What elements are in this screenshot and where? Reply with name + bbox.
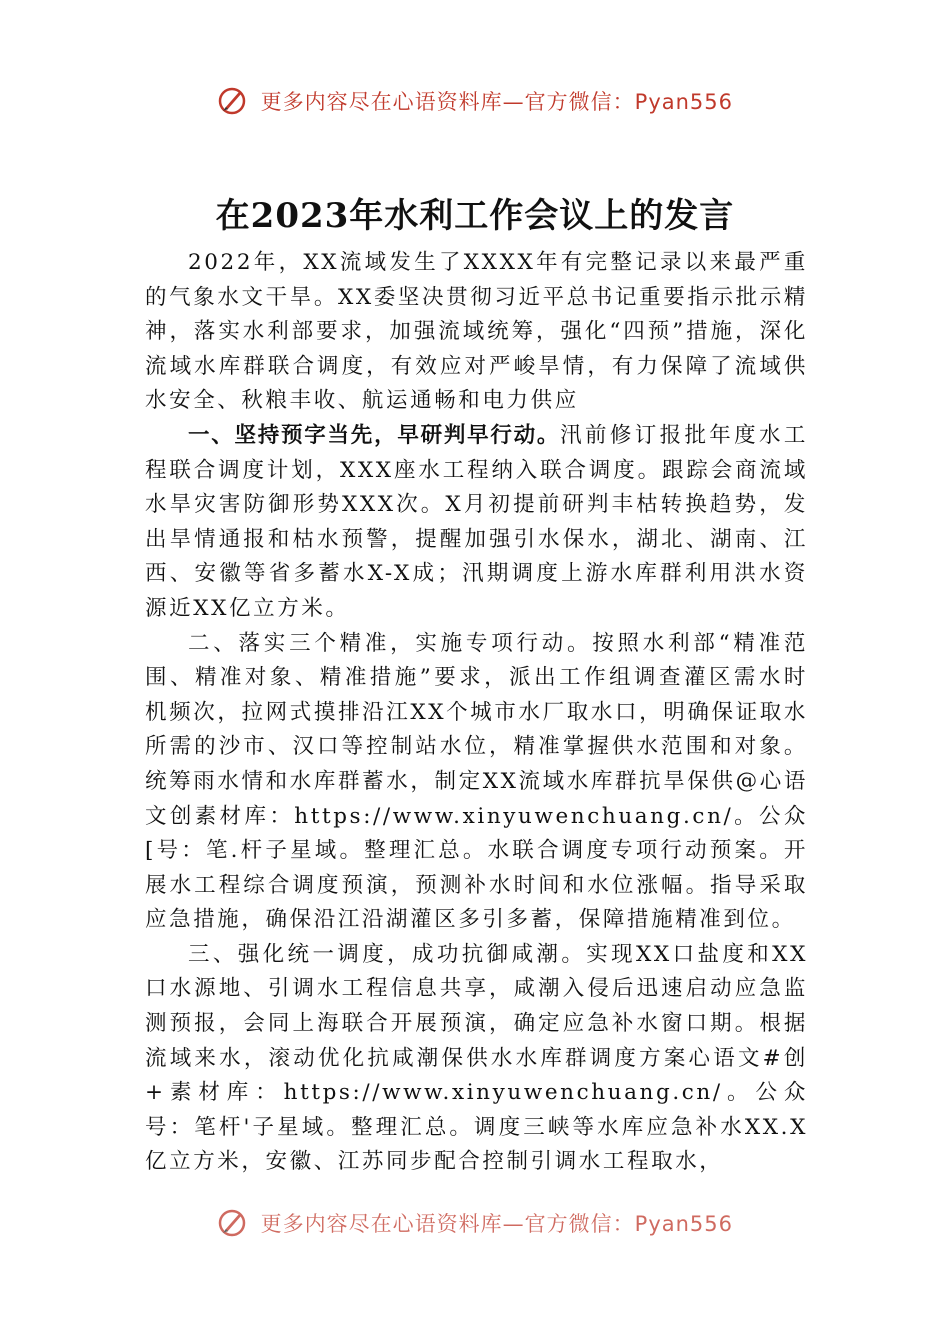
document-title: 在2023年水利工作会议上的发言 [215,196,735,236]
paragraph-section-1 [145,419,808,627]
watermark-top [0,86,950,116]
pen-logo-icon [217,1208,247,1238]
watermark-bottom [0,1208,950,1238]
paragraph-section-2 [145,627,808,938]
paragraph-intro [145,246,808,419]
paragraph-text: 二、落实三个精准，实施专项行动。按照水利部“精准范围、精准对象、精准措施”要求，派出工作组调查灌区需水时机频次，拉网式摸排沿江XX个城市水厂取水口，明确保证取水所需的沙市、汉口等控制站水位，精准掌握供水范围和对象。统筹雨水情和水库群蓄水，制定XX流域水库群抗旱保供@心语文创素材库：https://www.xinyuwenchuang.cn/。公众[号：笔.杆子星域。整理汇总。水联合调度专项行动预案。开展水工程综合调度预演，预测补水时间和水位涨幅。指导采取应急措施，确保沿江沿湖灌区多引多蓄，保障措施精准到位。 [145,630,808,933]
paragraph-text: 2022年，XX流域发生了XXXX年有完整记录以来最严重的气象水文干旱。XX委坚决贯彻习近平总书记重要指示批示精神，落实水利部要求，加强流域统筹，强化“四预”措施，深化流域水库群联合调度，有效应对严峻旱情，有力保障了流域供水安全、秋粮丰收、航运通畅和电力供应 [145,250,808,414]
watermark-text: 更多内容尽在心语资料库—官方微信：Pyan556 [260,90,734,114]
paragraph-section-3 [145,938,808,1180]
pen-logo-icon [217,86,247,116]
paragraph-text: 三、强化统一调度，成功抗御咸潮。实现XX口盐度和XX口水源地、引调水工程信息共享，咸潮入侵后迅速启动应急监测预报，会同上海联合开展预演，确定应急补水窗口期。根据流域来水，滚动优化抗咸潮保供水水库群调度方案心语文#创+素材库：https://www.xinyuwenchuang.cn/。公众号：笔杆'子星域。整理汇总。调度三峡等水库应急补水XX.X亿立方米，安徽、江苏同步配合控制引调水工程取水， [145,941,808,1175]
section-heading: 一、坚持预字当先，早研判早行动。 [188,422,561,448]
paragraph-text: 汛前修订报批年度水工程联合调度计划，XXX座水工程纳入联合调度。跟踪会商流域水旱灾害防御形势XXX次。X月初提前研判丰枯转换趋势，发出旱情通报和枯水预警，提醒加强引水保水，湖北、湖南、江西、安徽等省多蓄水X-X成；汛期调度上游水库群利用洪水资源近XX亿立方米。 [145,422,808,621]
document-body [145,246,808,1180]
watermark-text: 更多内容尽在心语资料库—官方微信：Pyan556 [260,1212,734,1236]
